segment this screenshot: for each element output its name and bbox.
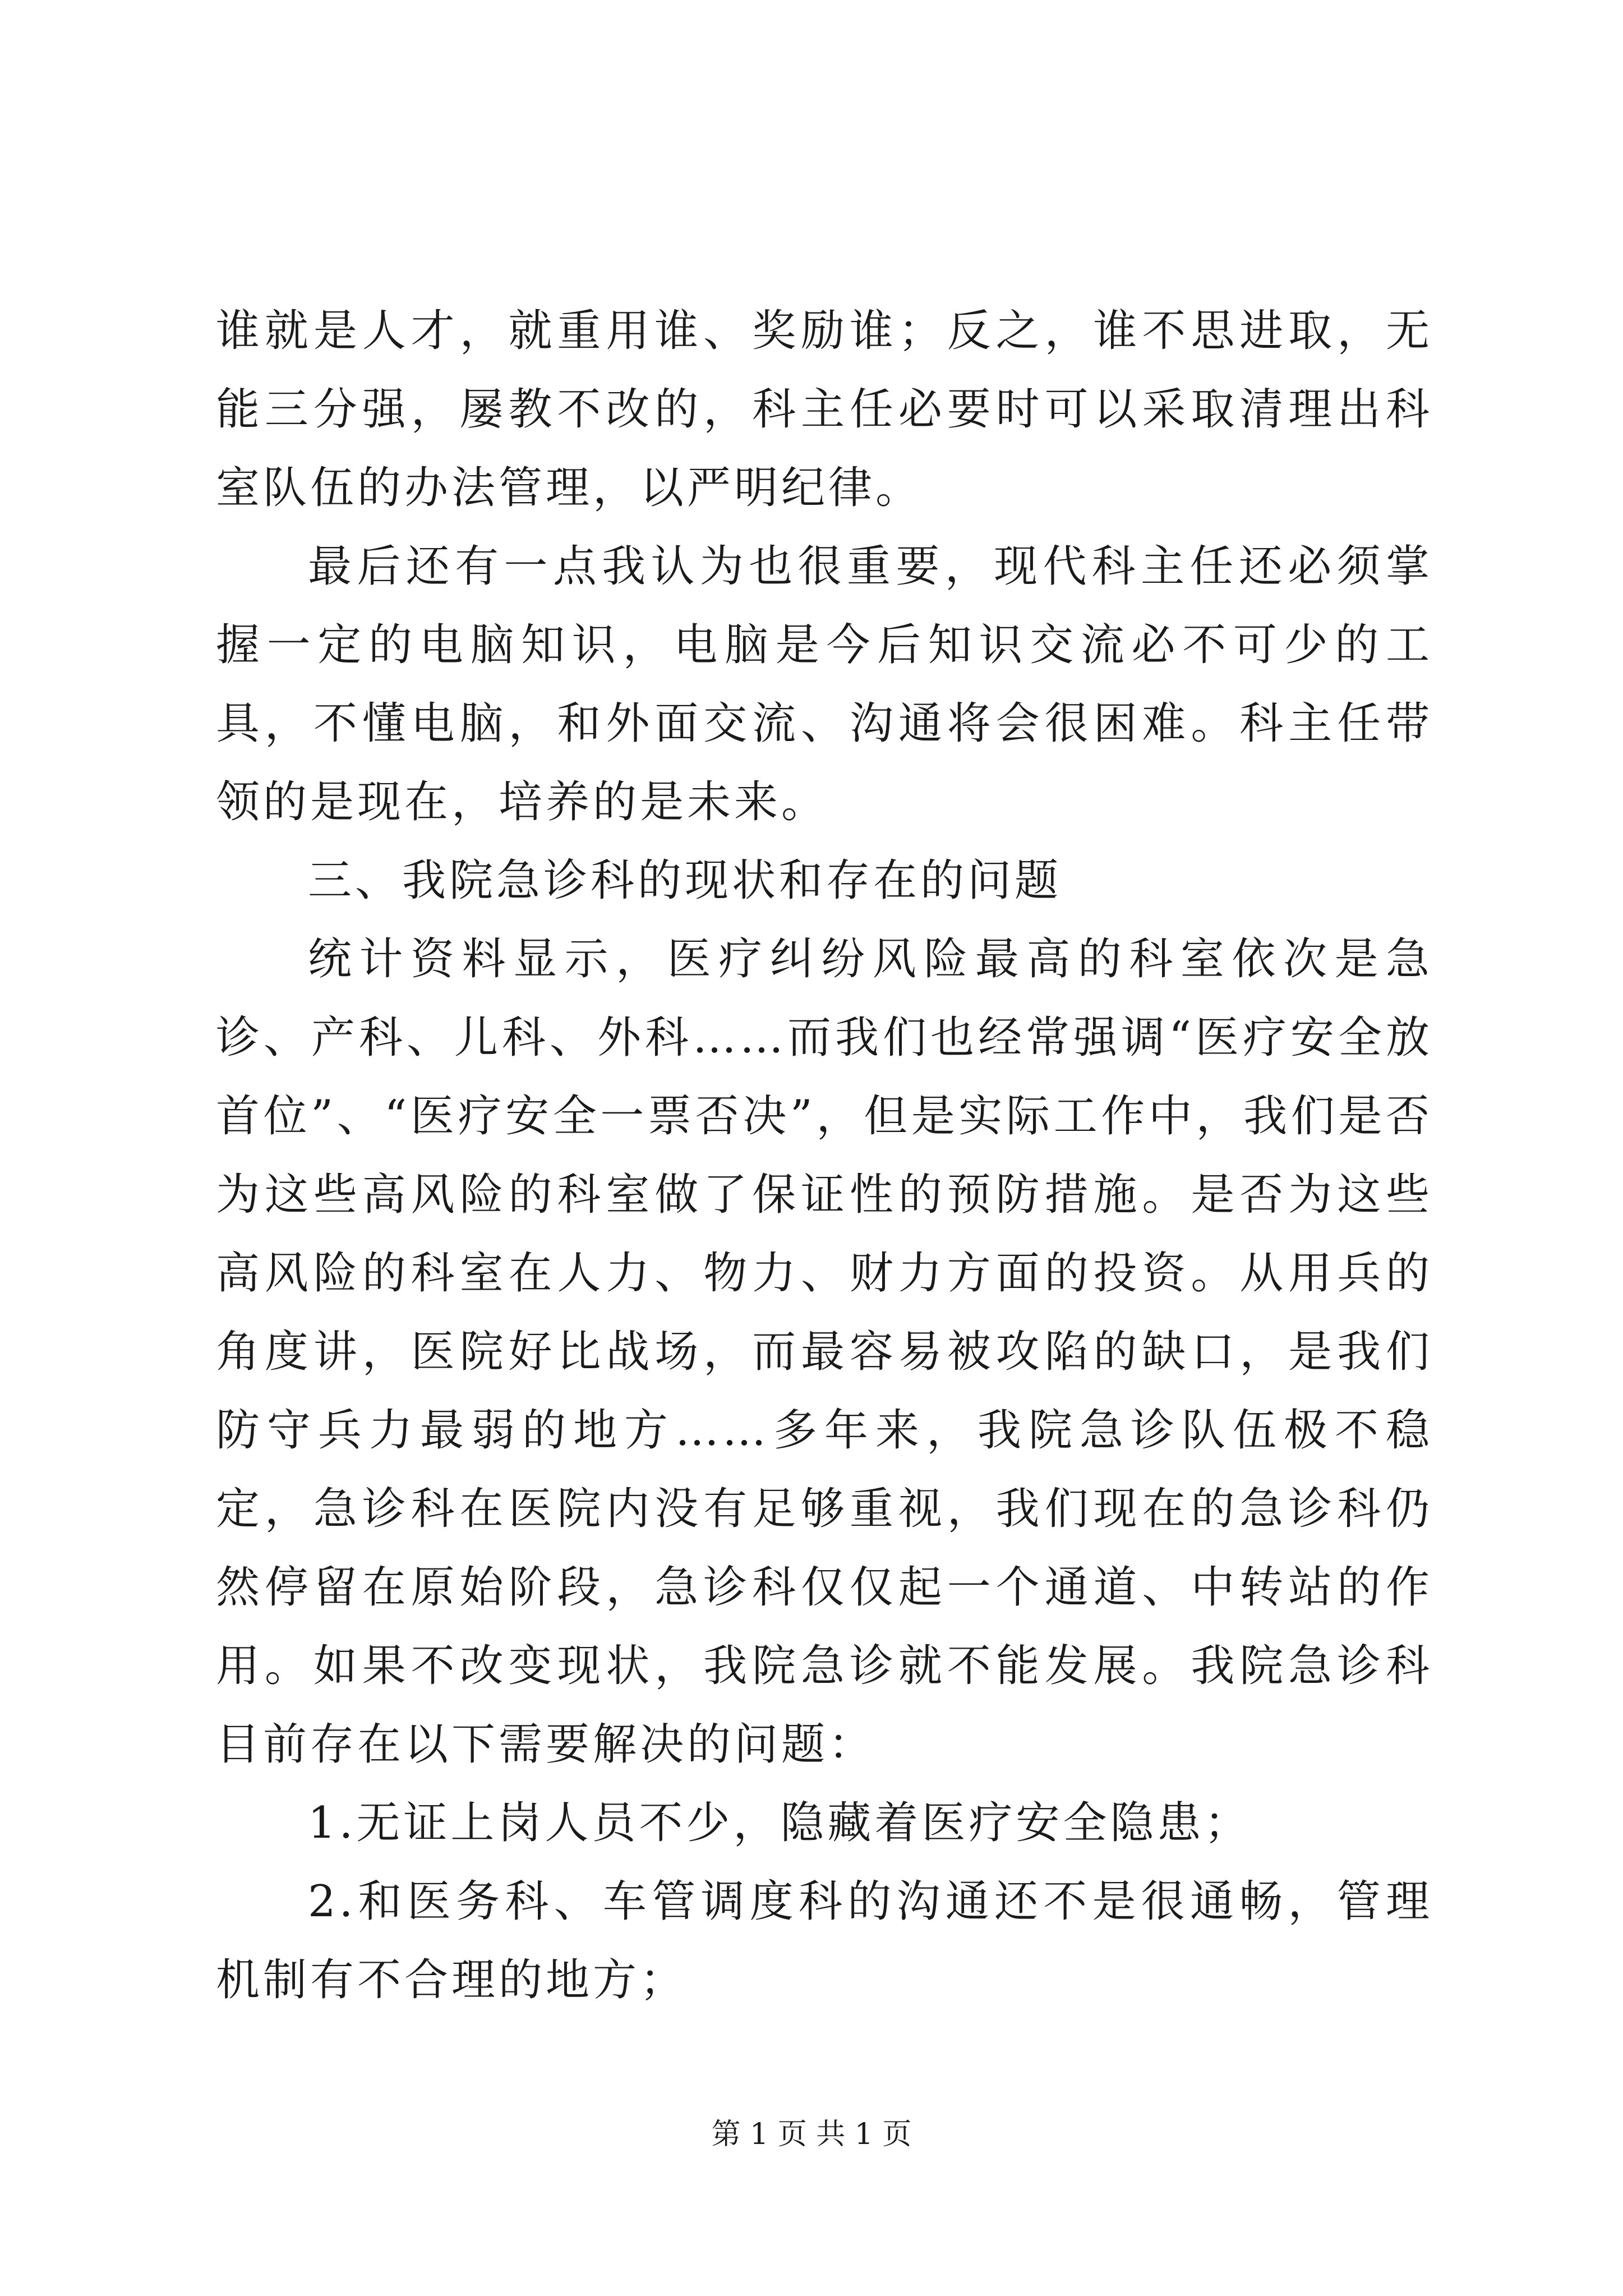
list-item-1: 1.无证上岗人员不少，隐藏着医疗安全隐患； bbox=[308, 1798, 1252, 1848]
section-heading: 三、我院急诊科的现状和存在的问题 bbox=[308, 855, 1062, 906]
document-body bbox=[216, 292, 1433, 2019]
list-item-2: 2.和医务科、车管调度科的沟通还不是很通畅，管理机制有不合理的地方； bbox=[216, 1876, 1433, 2005]
paragraph-continuation: 谁就是人才，就重用谁、奖励谁；反之，谁不思进取，无能三分强，屡教不改的，科主任必要时可以采取清理出科室队伍的办法管理，以严明纪律。 bbox=[216, 306, 1433, 513]
paragraph-computer-knowledge: 最后还有一点我认为也很重要，现代科主任还必须掌握一定的电脑知识，电脑是今后知识交流必不可少的工具，不懂电脑，和外面交流、沟通将会很困难。科主任带领的是现在，培养的是未来。 bbox=[216, 541, 1433, 827]
paragraph-statistics: 统计资料显示，医疗纠纷风险最高的科室依次是急诊、产科、儿科、外科……而我们也经常强调“医疗安全放首位”、“医疗安全一票否决”，但是实际工作中，我们是否为这些高风险的科室做了保证性的预防措施。是否为这些高风险的科室在人力、物力、财力方面的投资。从用兵的角度讲，医院好比战场，而最容易被攻陷的缺口，是我们防守兵力最弱的地方……多年来，我院急诊队伍极不稳定，急诊科在医院内没有足够重视，我们现在的急诊科仍然停留在原始阶段，急诊科仅仅起一个通道、中转站的作用。如果不改变现状，我院急诊就不能发展。我院急诊科目前存在以下需要解决的问题： bbox=[216, 934, 1433, 1770]
page-number-footer: 第 1 页 共 1 页 bbox=[711, 2118, 912, 2151]
